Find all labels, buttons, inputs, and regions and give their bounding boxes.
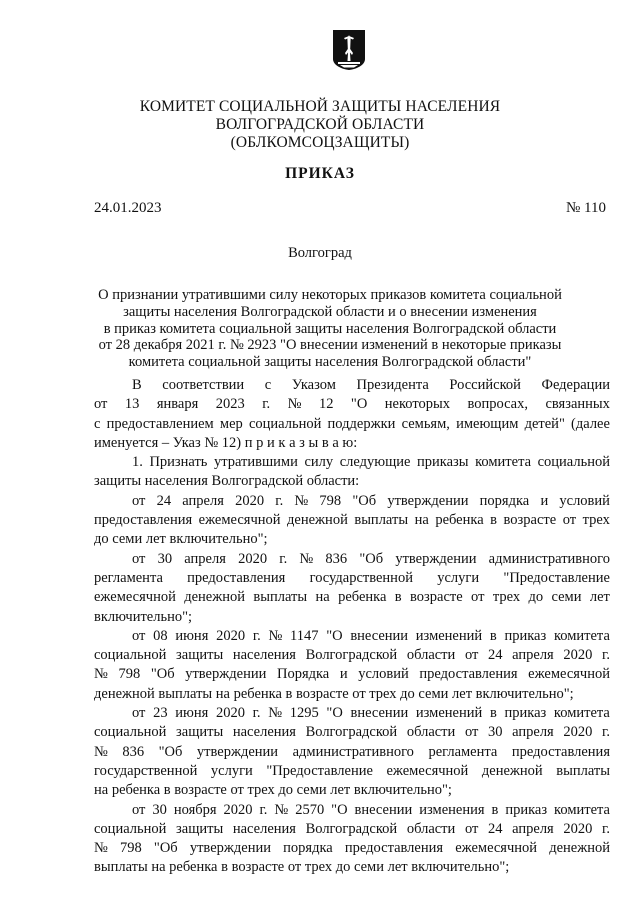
body-text-line: денежной выплаты на ребенка в возрасте от трех до семи лет включительно";	[94, 685, 574, 702]
body-text-line: ежемесячной денежной выплаты на ребенка в возрасте от трех до семи лет	[94, 589, 610, 606]
body-text-line: именуется – Указ № 12) п р и к а з ы в а ю:	[94, 434, 358, 451]
subject-line: в приказ комитета социальной защиты населения Волгоградской области	[103, 320, 557, 337]
body-text-line: № 836 "Об утверждении административного регламента предоставления	[94, 743, 610, 760]
body-text-line: защиты населения Волгоградской области:	[94, 473, 360, 490]
body-text-line: 1. Признать утратившими силу следующие приказы комитета социальной	[132, 454, 610, 471]
body-text-line: от 30 апреля 2020 г. № 836 "Об утверждении административного	[132, 550, 610, 567]
document-subject	[60, 287, 600, 371]
document-type-title: ПРИКАЗ	[285, 165, 355, 182]
body-text-line: до семи лет включительно";	[94, 531, 268, 548]
body-text-line: включительно";	[94, 608, 193, 625]
body-text-line: № 798 "Об утверждении Порядка и условий предоставления ежемесячной	[94, 666, 610, 683]
subject-line: от 28 декабря 2021 г. № 2923 "О внесении изменений в некоторые приказы	[98, 337, 562, 354]
organization-name-line: КОМИТЕТ СОЦИАЛЬНОЙ ЗАЩИТЫ НАСЕЛЕНИЯ	[139, 98, 501, 115]
subject-line: защиты населения Волгоградской области и о внесении изменения	[123, 303, 537, 320]
body-text-line: социальной защиты населения Волгоградской области от 30 апреля 2020 г.	[94, 724, 610, 741]
body-text-line: выплаты на ребенка в возрасте от трех до семи лет включительно";	[94, 859, 510, 876]
organization-header	[0, 98, 640, 152]
body-text-line: от 30 ноября 2020 г. № 2570 "О внесении изменения в приказ комитета	[132, 801, 610, 818]
organization-abbreviation-line: (ОБЛКОМСОЦЗАЩИТЫ)	[230, 134, 410, 151]
body-text-line: от 24 апреля 2020 г. № 798 "Об утверждении порядка и условий	[132, 492, 610, 509]
body-text-line: государственной услуги "Предоставление ежемесячной денежной выплаты	[94, 762, 610, 779]
body-text-line: с предоставлением мер социальной поддержки семьям, имеющим детей" (далее	[94, 415, 610, 432]
coat-of-arms-icon	[332, 29, 366, 71]
body-text-line: предоставления ежемесячной денежной выплаты на ребенка в возрасте от трех	[94, 512, 610, 529]
body-text-line: от 08 июня 2020 г. № 1147 "О внесении изменений в приказ комитета	[132, 627, 610, 644]
body-text-line: В соответствии с Указом Президента Российской Федерации	[132, 377, 610, 393]
document-number: № 110	[565, 200, 606, 216]
body-text-line: от 23 июня 2020 г. № 1295 "О внесении изменений в приказ комитета	[132, 705, 610, 722]
document-body	[94, 376, 610, 878]
body-text-line: регламента предоставления государственной услуги "Предоставление	[94, 569, 610, 586]
body-text-line: социальной защиты населения Волгоградской области от 24 апреля 2020 г.	[94, 647, 610, 664]
body-text-line: социальной защиты населения Волгоградской области от 24 апреля 2020 г.	[94, 820, 610, 837]
body-text-line: № 798 "Об утверждении порядка предоставления ежемесячной денежной	[94, 840, 610, 857]
body-text-line: от 13 января 2023 г. № 12 "О некоторых вопросах, связанных	[94, 396, 610, 413]
document-date: 24.01.2023	[94, 200, 162, 216]
subject-line: комитета социальной защиты населения Волгоградской области"	[128, 354, 532, 371]
document-city: Волгоград	[288, 245, 352, 261]
subject-line: О признании утратившими силу некоторых приказов комитета социальной	[98, 287, 562, 303]
body-text-line: на ребенка в возрасте от трех до семи лет включительно";	[94, 782, 452, 799]
organization-region-line: ВОЛГОГРАДСКОЙ ОБЛАСТИ	[215, 116, 425, 133]
